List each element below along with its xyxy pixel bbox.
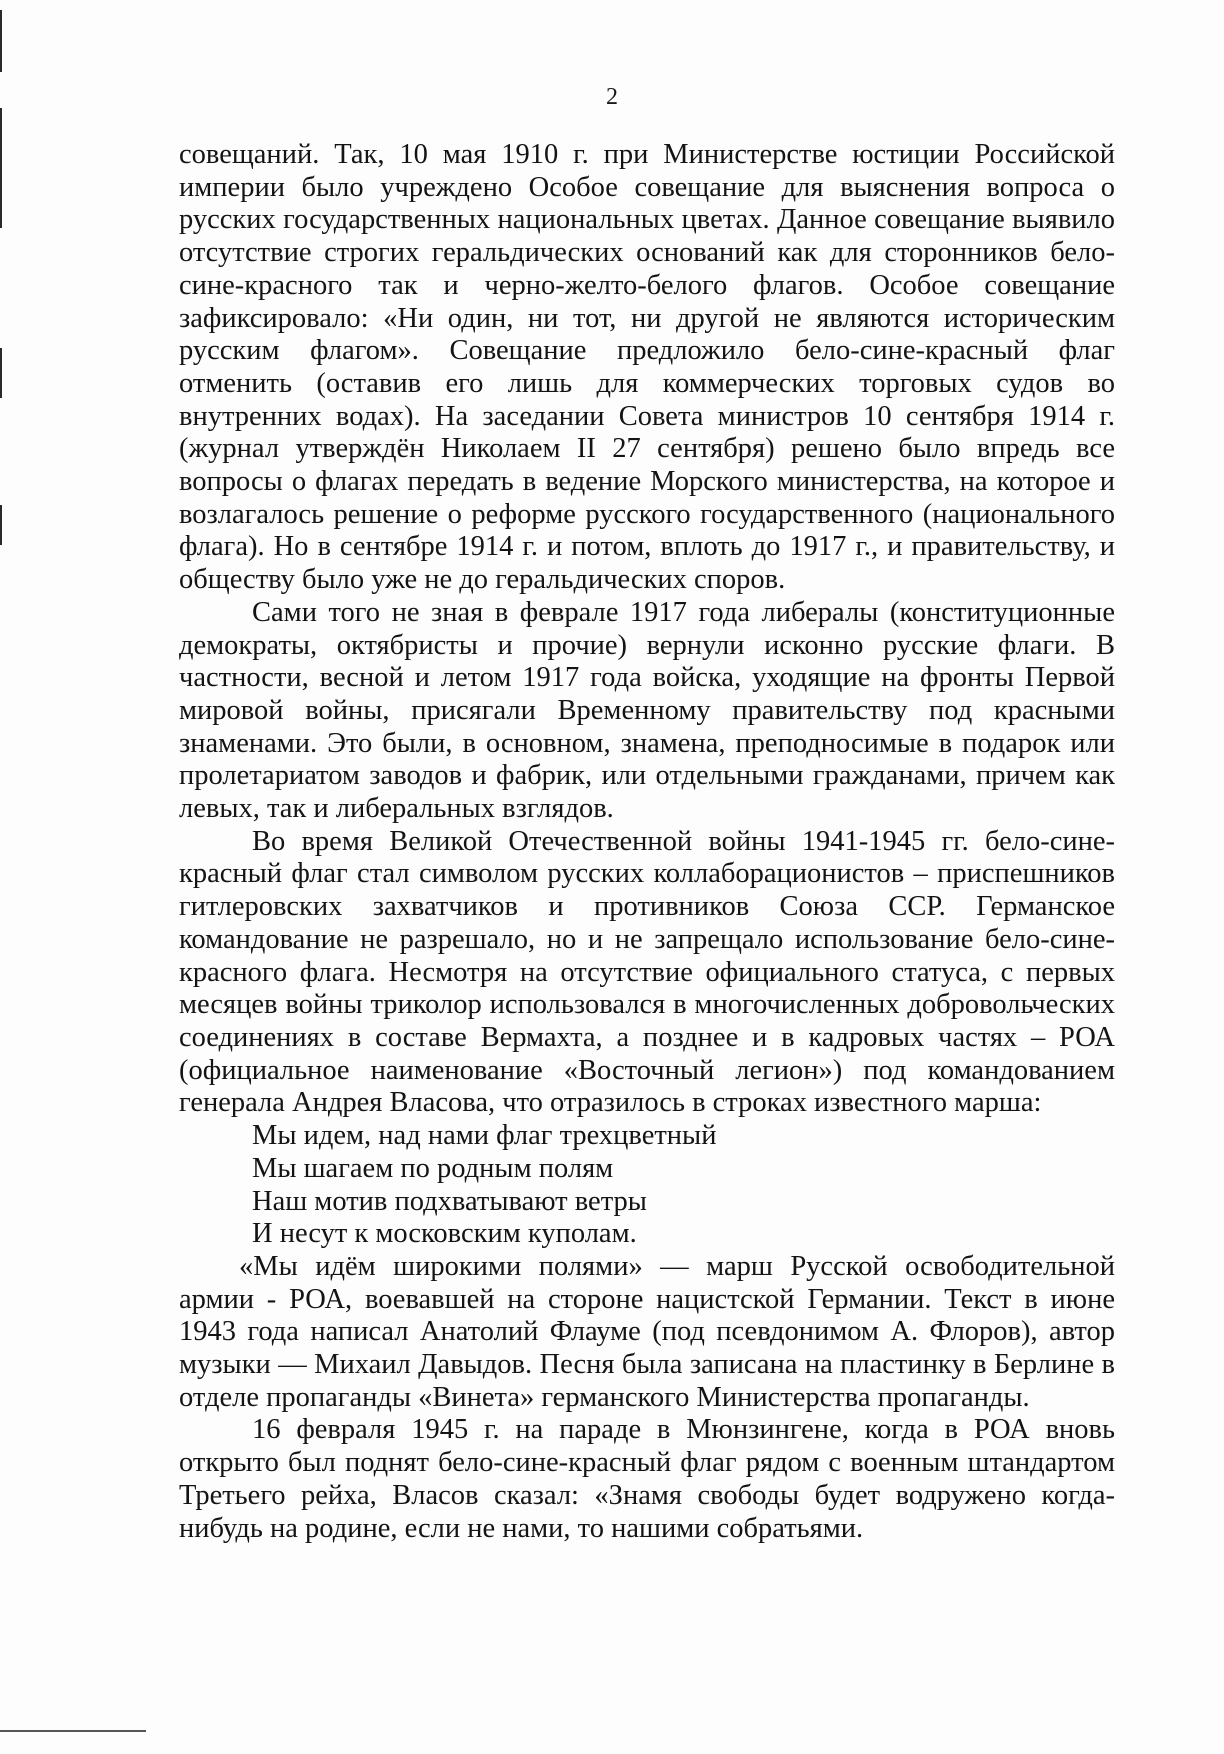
scan-edge-mark bbox=[0, 348, 2, 398]
scan-edge-mark bbox=[0, 108, 2, 228]
scan-edge-mark bbox=[0, 1730, 146, 1732]
verse-line-4: И несут к московским куполам. bbox=[252, 1218, 637, 1250]
paragraph-5: 16 февраля 1945 г. на параде в Мюнзингене, когда в РОА вновь открыто был поднят бело-сине-красный флаг рядом с военным штандартом Третьего рейха, Власов сказал: «Знамя свободы будет водружено когда-нибудь на родине, если не нами, то нашими собратьями. bbox=[179, 1414, 1115, 1544]
verse-line-2: Мы шагаем по родным полям bbox=[252, 1152, 614, 1184]
verse-line-3: Наш мотив подхватывают ветры bbox=[252, 1185, 647, 1217]
scan-edge-mark bbox=[0, 505, 2, 545]
paragraph-1: совещаний. Так, 10 мая 1910 г. при Министерстве юстиции Российской империи было учреждено Особое совещание для выяснения вопроса о русских государственных национальных цветах. Данное совещание выявило отсутствие строгих геральдических оснований как для сторонников бело-сине-красного так и черно-желто-белого флагов. Особое совещание зафиксировало: «Ни один, ни тот, ни другой не являются историческим русским флагом». Совещание предложило бело-сине-красный флаг отменить (оставив его лишь для коммерческих торговых судов во внутренних водах). На заседании Совета министров 10 сентября 1914 г. (журнал утверждён Николаем II 27 сентября) решено было впредь все вопросы о флагах передать в ведение Морского министерства, на которое и возлагалось решение о реформе русского государственного (национального флага). Но в сентябре 1914 г. и потом, вплоть до 1917 г., и правительству, и обществу было уже не до геральдических споров. bbox=[179, 139, 1115, 596]
document-body bbox=[179, 139, 1115, 1545]
scan-edge-mark bbox=[0, 10, 2, 72]
verse-line-1: Мы идем, над нами флаг трехцветный bbox=[252, 1120, 717, 1152]
march-verse bbox=[179, 1120, 1115, 1251]
page-number: 2 bbox=[606, 84, 618, 110]
paragraph-3: Во время Великой Отечественной войны 1941-1945 гг. бело-сине-красный флаг стал символом русских коллаборационистов – приспешников гитлеровских захватчиков и противников Союза ССР. Германское командование не разрешало, но и не запрещало использование бело-сине-красного флага. Несмотря на отсутствие официального статуса, с первых месяцев войны триколор использовался в многочисленных добровольческих соединениях в составе Вермахта, а позднее и в кадровых частях – РОА (официальное наименование «Восточный легион») под командованием генерала Андрея Власова, что отразилось в строках известного марша: bbox=[179, 825, 1115, 1119]
paragraph-2: Сами того не зная в феврале 1917 года либералы (конституционные демократы, октябристы и прочие) вернули исконно русские флаги. В частности, весной и летом 1917 года войска, уходящие на фронты Первой мировой войны, присягали Временному правительству под красными знаменами. Это были, в основном, знамена, преподносимые в подарок или пролетариатом заводов и фабрик, или отдельными гражданами, причем как левых, так и либеральных взглядов. bbox=[179, 596, 1115, 825]
paragraph-4: «Мы идём широкими полями» — марш Русской освободительной армии - РОА, воевавшей на стороне нацистской Германии. Текст в июне 1943 года написал Анатолий Флауме (под псевдонимом А. Флоров), автор музыки — Михаил Давыдов. Песня была записана на пластинку в Берлине в отделе пропаганды «Винета» германского Министерства пропаганды. bbox=[179, 1250, 1115, 1413]
